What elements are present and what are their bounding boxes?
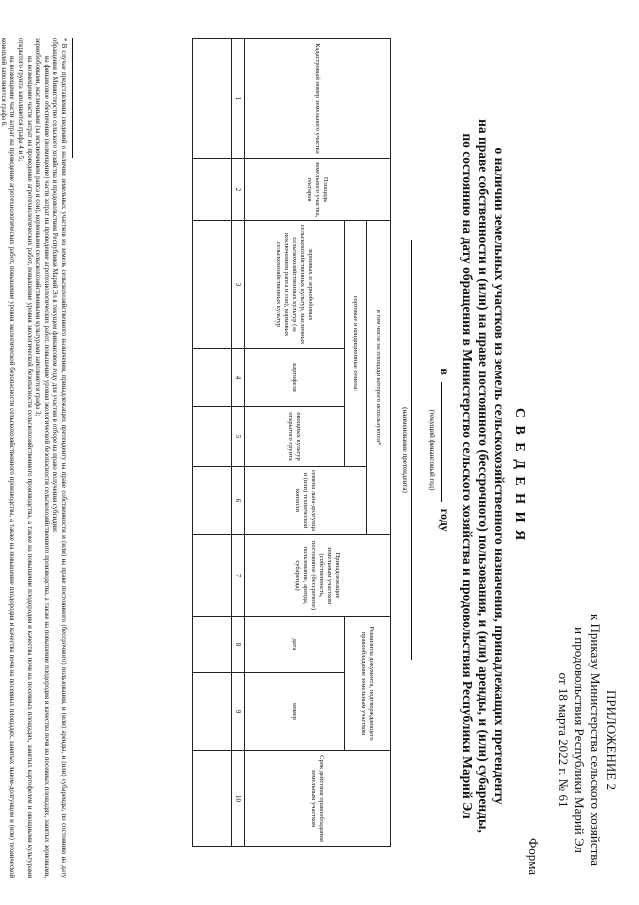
column-number: 4 (232, 349, 245, 407)
column-number: 2 (232, 159, 245, 221)
table-cell[interactable] (193, 407, 232, 467)
column-number: 10 (232, 751, 245, 847)
footnote-paragraph-3: на возмещение части затрат на проведение агротехнологических работ, повышение уровня экологической безопасности сельскохозяйственного производства, а также на повышение плодородия и качества почв на посевных площадях, занятых картофелем и овощными культурами открытого грунта заполняется графа 4 и 5; (17, 38, 33, 878)
header-cadastral-number: Кадастровый номер земельного участка (245, 39, 391, 159)
footnote-paragraph-1: * В случае представления сведений о наличии земельных участков из земель сельскохозяйственного назначения, принадлежащих претенденту на праве собственности и (или) на праве постоянного (бессрочного) пользования, и (или) аренды, и (или) субаренды, по состоянию на дату обращения в Министерство сельского хозяйства и продовольствия Республики Марий Эл в текущем финансовом году для участия в отборе на право получения субсидии: (51, 38, 67, 878)
table-cell[interactable] (193, 467, 232, 535)
column-number: 9 (232, 673, 245, 751)
year-caption: (текущий финансовый год) (428, 409, 436, 491)
document-title: С В Е Д Е Н И Я (512, 407, 527, 543)
heading-line-2: на праве собственности и (или) на праве постоянного (бессрочного) пользования, и (или) аренды, и (или) субаренды, (476, 119, 491, 833)
heading-line-3: по состоянию на дату обращения в Министерство сельского хозяйства и продовольствия Республики Марий Эл (460, 133, 475, 819)
appendix-line-1: ПРИЛОЖЕНИЕ 2 (604, 690, 619, 790)
table-cell[interactable] (193, 673, 232, 751)
applicant-name-field[interactable] (411, 240, 422, 660)
column-number: 6 (232, 467, 245, 535)
header-usage-group: в том числе на площади которого используются* (367, 221, 391, 535)
table-cell[interactable] (193, 617, 232, 673)
footnote-divider (72, 38, 73, 158)
column-number: 7 (232, 535, 245, 617)
header-potato: картофеля (245, 349, 345, 407)
table-cell[interactable] (193, 349, 232, 407)
applicant-name-caption: (наименование претендента) (401, 407, 409, 493)
year-blank-field[interactable] (441, 382, 453, 502)
header-seeds-group: сортовые и кондиционные семена: (345, 221, 367, 467)
heading-line-1: о наличии земельных участков из земель сельскохозяйственного назначения, принадлежащих претенденту (492, 147, 507, 805)
header-document-details: Реквизиты документа, подтверждающего правообладание земельным участком (345, 617, 391, 751)
appendix-line-4: от 18 марта 2022 г. № 61 (556, 672, 571, 808)
header-vegetables: овощных культур открытого грунта (245, 407, 345, 467)
column-number: 8 (232, 617, 245, 673)
column-number: 1 (232, 39, 245, 159)
footnotes (0, 38, 67, 878)
table-cell[interactable] (193, 751, 232, 847)
table-cell[interactable] (193, 159, 232, 221)
year-suffix: году (438, 508, 452, 532)
form-label: Форма (526, 838, 541, 875)
document-heading (459, 96, 507, 856)
header-grain-crops: зерновых и зернобобовых сельскохозяйственных культур, масличных сельскохозяйственных культур (за исключением рапса и сои), кормовых сельскохозяйственных культур (245, 221, 345, 349)
column-number: 3 (232, 221, 245, 349)
header-plot-area: Площадь земельного участка, гектаров (245, 159, 391, 221)
year-prefix: в (438, 368, 452, 375)
header-ownership-type: Принадлежащие земельным участком (собственность, постоянное (бессрочное) пользование, аренда, субаренда) (245, 535, 391, 617)
year-line (437, 200, 453, 700)
table-cell[interactable] (193, 221, 232, 349)
table-cell[interactable] (193, 39, 232, 159)
table-row (193, 39, 232, 847)
header-flax-hemp: семена льна-долгунца и (или) технической конопли (245, 467, 367, 535)
column-number: 5 (232, 407, 245, 467)
footnote-paragraph-4: на возмещение части затрат на проведение агротехнологических работ, повышение уровня экологической безопасности сельскохозяйственного производства, а также на повышение плодородия и качества почв на посевных площадях, занятых льном-долгунцом и (или) технической коноплей заполняется графа 6. (0, 38, 16, 878)
appendix-block (555, 605, 619, 875)
appendix-line-2: к Приказу Министерства сельского хозяйства (588, 613, 603, 867)
footnote-paragraph-2: на финансовое обеспечение (возмещение) части затрат на проведение агротехнологических работ, повышение уровня экологической безопасности сельскохозяйственного производства, а также на повышение плодородия и качества почв на посевных площадях, занятых зерновыми, зернобобовыми, масличными (за исключением рапса и сои), кормовыми сельскохозяйственными культурами заполняется графа 3; (34, 38, 50, 878)
land-plots-table (192, 38, 391, 847)
header-doc-date: дата (245, 617, 345, 673)
header-doc-number: номер (245, 673, 345, 751)
table-cell[interactable] (193, 535, 232, 617)
header-ownership-term: Срок действия правообладания земельным участком (245, 751, 391, 847)
appendix-line-3: и продовольствия Республики Марий Эл (572, 627, 587, 853)
